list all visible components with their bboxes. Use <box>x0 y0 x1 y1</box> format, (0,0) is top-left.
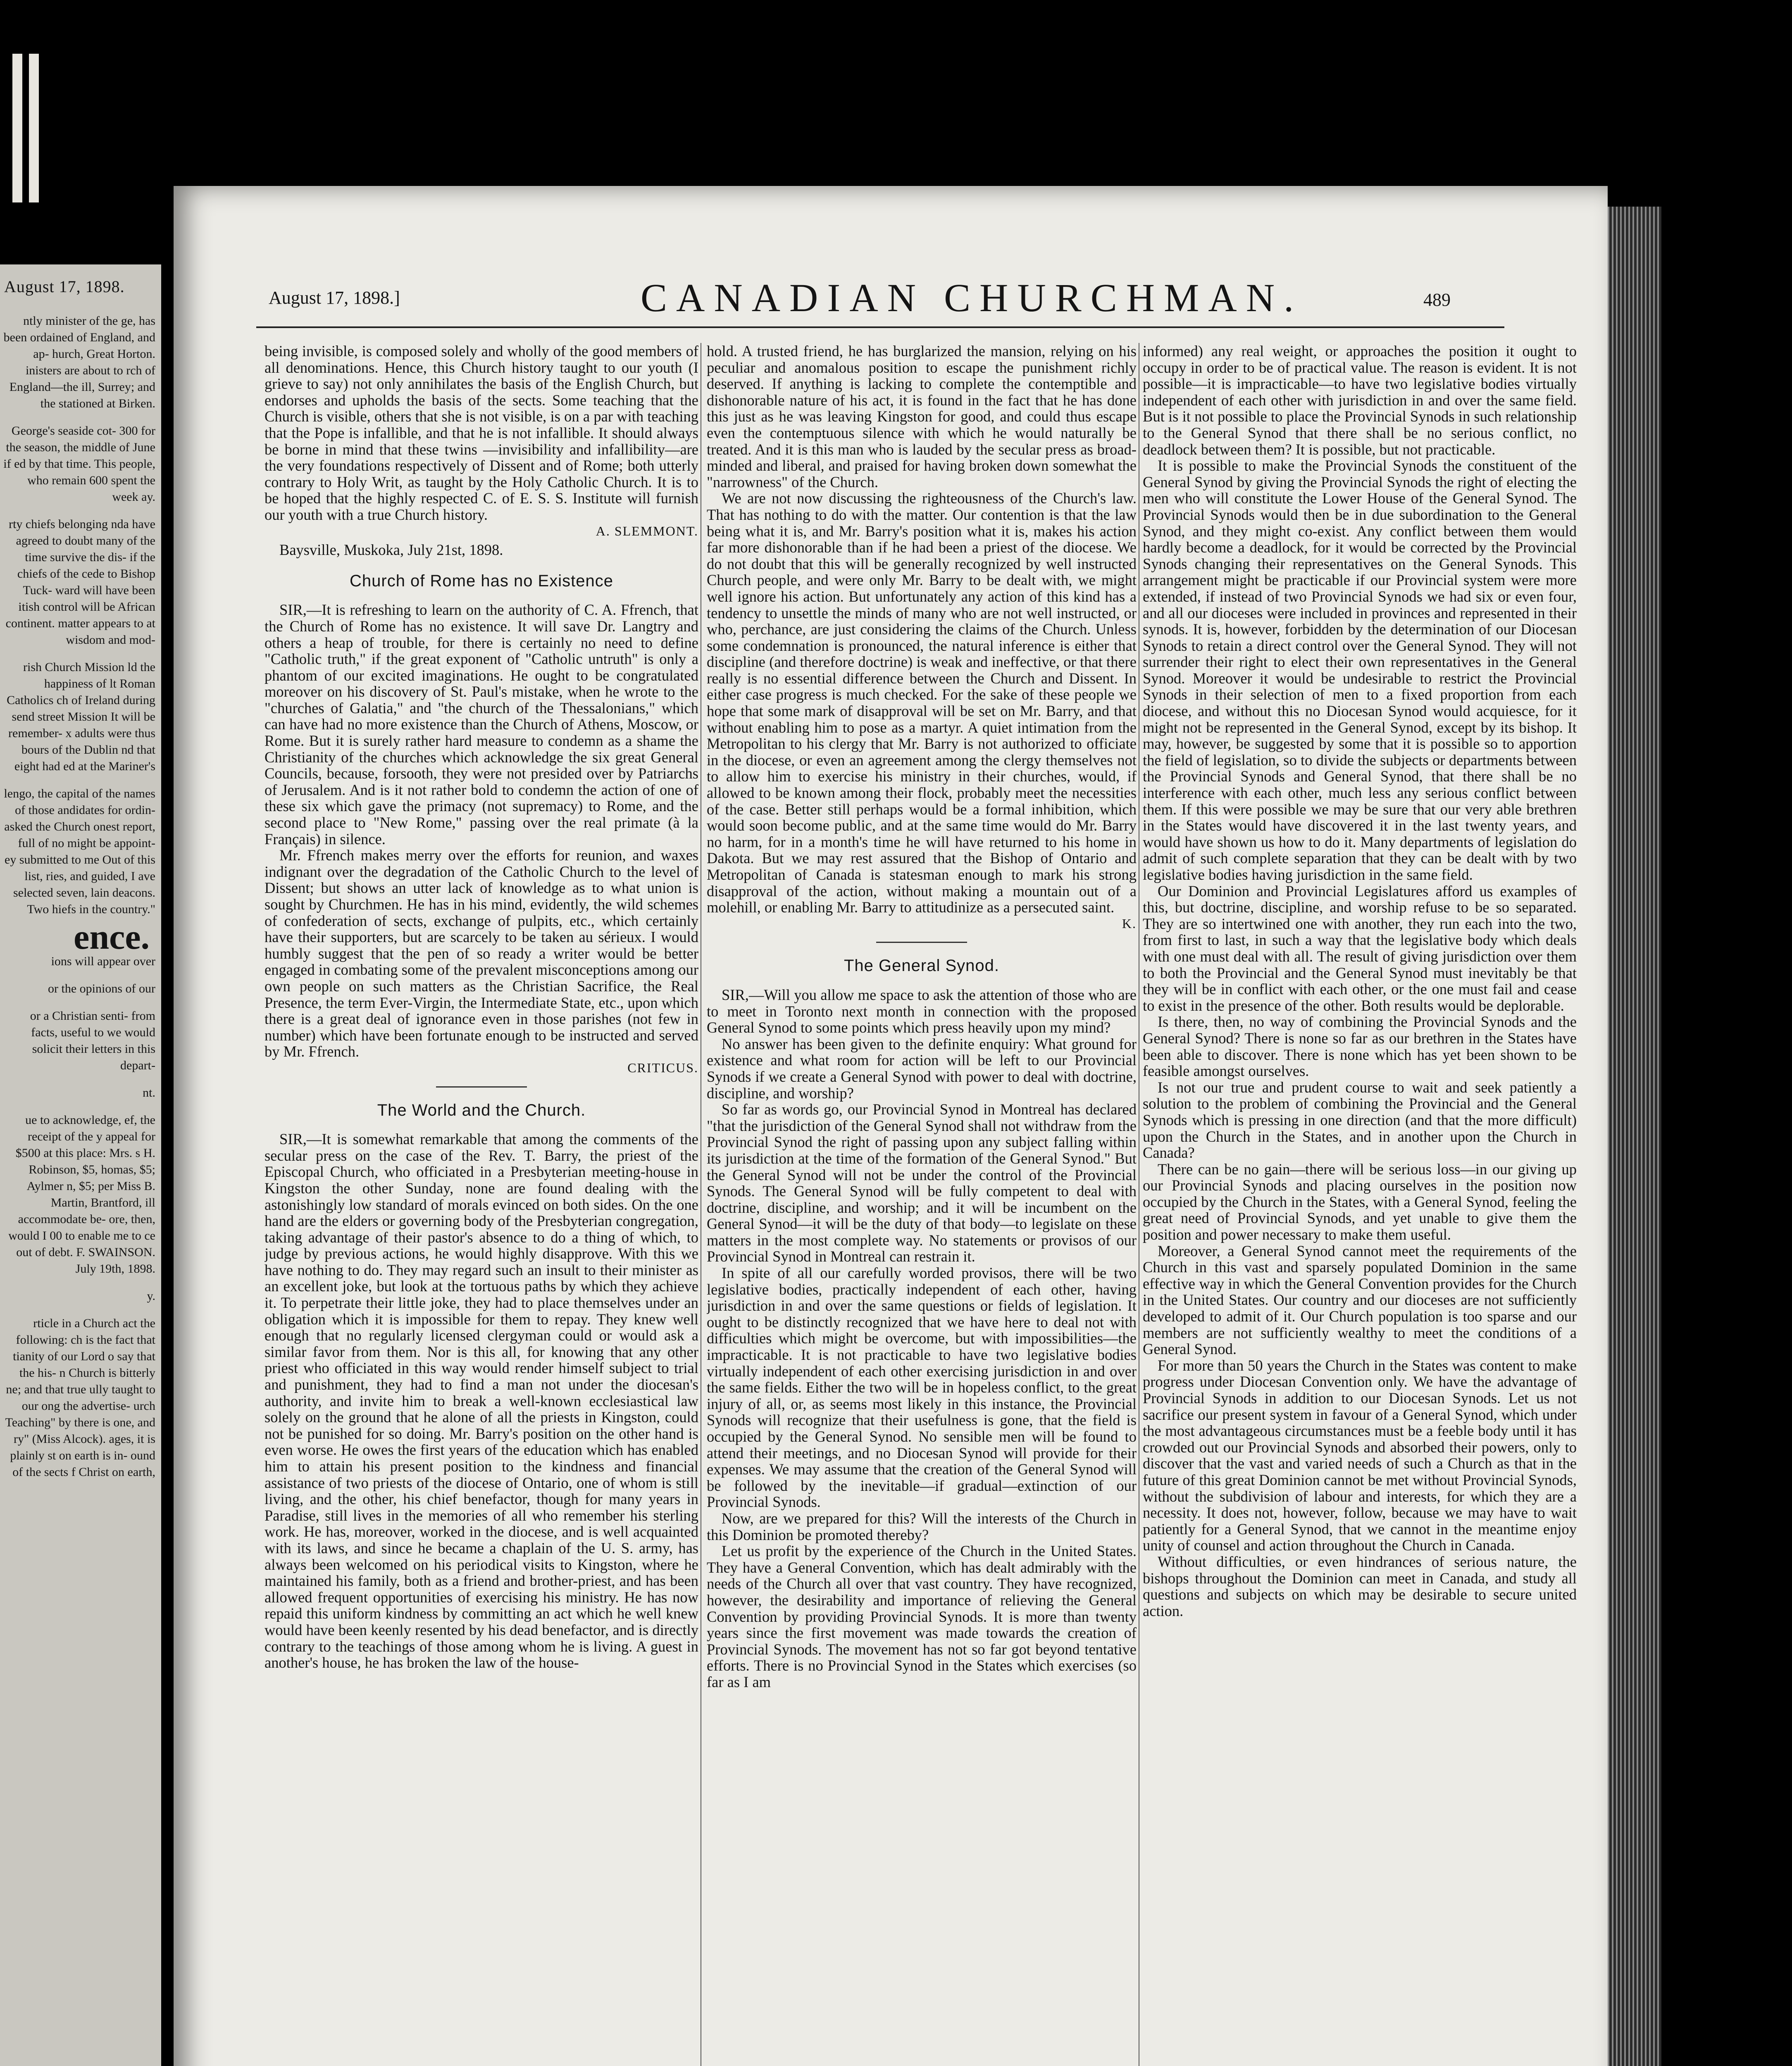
letter-paragraph: SIR,—It is somewhat remarkable that among the comments of the secular press on the case of the Rev. T. Barry, the priest of the Episcopal Church, who officiated in a Presbyterian meeting-house in Kingston the other Sunday, none are found dealing with the astonishingly low standard of morals evinced on both sides. On the one hand are the elders or governing body of the Presbyterian congregation, taking advantage of their pastor's absence to do a thing of which, to judge by previous actions, he would highly disapprove. With this we have nothing to do. They may regard such an insult to their minister as an excellent joke, but look at the tortuous paths by which they achieve it. To perpetrate their little joke, they had to place themselves under an obligation which it is impossible for them to repay. They knew well enough that no regularly licensed clergyman could or would ask a similar favor from them. Nor is this all, for knowing that any other priest who officiated in this way would render himself subject to trial and punishment, they had to find a man not under the diocesan's authority, and invite him to break a well-known ecclesiastical law solely on the ground that he alone of all the priests in Kingston, could not be punished for so doing. Mr. Barry's position on the other hand is even worse. He owes the first years of the education which has enabled him to attain his present position to the kindness and financial assistance of two priests of the diocese of Ontario, one of whom is still living, and the other, his chief benefactor, though for many years in Paradise, still lives in the memories of all who remember his sterling work. He has, moreover, worked in the diocese, and is well acquainted with its laws, and since he became a chaplain of the U. S. army, has always been welcomed on his periodical visits to Kingston, where he maintained his family, both as a friend and brother-priest, and has been allowed frequent opportunities of exercising his ministry. He has now repaid this uniform kindness by committing an act which he well knew would have been keenly resented by his dead benefactor, and is directly contrary to the teachings of those among whom he is living. A guest in another's house, he has broken the law of the house- <box>265 1131 698 1671</box>
masthead-title: CANADIAN CHURCHMAN. <box>641 276 1303 320</box>
letter-paragraph: Mr. Ffrench makes merry over the efforts for reunion, and waxes indignant over the degradation of the Catholic Church to the level of Dissent; but shows an utter lack of knowledge as to what union is sought by Churchmen. He has in his mind, evidently, the wild schemes of confederation of sects, exchange of pulpits, etc., which certainly have their supporters, but are scarcely to be taken au sérieux. I would humbly suggest that the pen of so ready a writer would be better engaged in combating some of the prevalent misconceptions among our own people on such matters as the Christian Sacrifice, the Real Presence, the term Ever-Virgin, the Intermediate State, etc., upon which there is a great deal of ignorance even in those parishes (not few in number) which have been fortunate enough to be instructed and served by Mr. Ffrench. <box>265 847 698 1060</box>
letter-signature: K. <box>1122 916 1137 931</box>
previous-page-heading: ence. <box>74 917 150 957</box>
fragment: rish Church Mission ld the happiness of lt Roman Catholics ch of Ireland during send street Mission It will be remember- x adults were thus bours of the Dublin nd that eight had ed at the Mariner's <box>7 660 155 773</box>
fragment: George's seaside cot- 300 for the season, the middle of June if ed by that time. This people, who remain 600 spent the week ay. <box>3 424 155 504</box>
letter-paragraph: So far as words go, our Provincial Synod in Montreal has declared "that the jurisdiction of the General Synod shall not withdraw from the Provincial Synod the right of passing upon any subject falling within its jurisdiction at the time of the formation of the General Synod." But the General Synod will not be under the control of the Provincial Synods. The General Synod will be fully competent to deal with doctrine, discipline, and worship; and it will be incumbent on the General Synod—it will be the duty of that body—to legislate on these matters in the most complete way. No statements or provisos of our Provincial Synod in Montreal can restrain it. <box>707 1101 1137 1265</box>
fragment: nt. <box>143 1086 155 1100</box>
letter-signature: CRITICUS. <box>627 1060 698 1075</box>
letter-paragraph: Now, are we prepared for this? Will the interests of the Church in this Dominion be promoted thereby? <box>707 1509 1137 1543</box>
fragment: or a Christian senti- from facts, useful to we would solicit their letters in this depart- <box>30 1009 155 1072</box>
letter-paragraph: For more than 50 years the Church in the States was content to make progress under Diocesan Convention only. We have the advantage of Provincial Synods in addition to our Diocesan Synods. Let us not sacrifice our present system in favour of a General Synod, which under the most advantageous circumstances must be a feeble body until it has crowded out our Provincial Synods and absorbed their powers, only to discover that the vast and varied needs of such a Church as that in the future of this great Dominion cannot be met without Provincial Synods, without the subdivision of labour and interests, for which they are a necessity. It does not, however, follow, because we may have to wait patiently for a General Synod, that we cannot in the meantime enjoy unity of counsel and action throughout the Church in Canada. <box>1143 1357 1577 1554</box>
newspaper-page <box>174 186 1608 2066</box>
previous-page-text <box>0 296 161 1480</box>
page-stack-edge <box>1604 207 1661 2066</box>
letter-signature: A. SLEMMONT. <box>596 523 698 538</box>
letter-paragraph: Without difficulties, or even hindrances of serious nature, the bishops throughout the Dominion can meet in Canada, and study all questions and subjects on which may be desirable to secure united action. <box>1143 1553 1577 1619</box>
article-heading: Church of Rome has no Existence <box>350 571 613 590</box>
page-number: 489 <box>1423 290 1451 310</box>
letter-paragraph: informed) any real weight, or approaches the position it ought to occupy in order to be of practical value. The reason is evident. It is not possible—it is impracticable—to have two legislative bodies virtually independent of each other with jurisdiction in and over the same field. But is it not possible to place the Provincial Synods in such relationship to the General Synod that there shall be no serious conflict, no deadlock between them? It is possible, but not practicable. <box>1143 343 1577 458</box>
letter-paragraph: SIR,—It is refreshing to learn on the authority of C. A. Ffrench, that the Church of Rome has no existence. It will save Dr. Langtry and others a heap of trouble, for there is certainly no need to define "Catholic truth," if the great exponent of "Catholic untruth" is only a phantom of our excited imaginations. He ought to be congratulated moreover on his discovery of St. Paul's mistake, when he wrote to the "churches of Galatia," and "the church of the Thessalonians," which can have had no more existence than the Church of Athens, Moscow, or Rome. But it is surely rather hard measure to condemn as a shame the Christianity of the churches which acknowledge the six great General Councils, because, forsooth, they were not presided over by Patriarchs of Jerusalem. And is it not rather bold to condemn the action of one of these six which gave the primacy (not supremacy) to Rome, and the second place to "New Rome," passing over the real primate (à la Français) in silence. <box>265 601 698 847</box>
letter-paragraph: Is not our true and prudent course to wait and seek patiently a solution to the problem of combining the Provincial and the General Synods which is pressing in one direction (and that the more difficult) upon the Church in the States, and in another upon the Church in Canada? <box>1143 1078 1577 1162</box>
letter-paragraph: being invisible, is composed solely and wholly of the good members of all denominations. Hence, this Church history taught to our youth (I grieve to say) not only annihilates the basis of the English Church, but endorses and upholds the basis of the sects. Some teaching that the Church is visible, others that she is not visible, is on a par with teaching that the Pope is infallible, and that he is not infallible. It should always be borne in mind that these twins —invisibility and infallibility—are the very foundations respectively of Dissent and of Rome; both utterly contrary to Holy Writ, as taught by the Holy Catholic Church. It is to be hoped that the highly respected C. of E. S. S. Institute will furnish our youth with a true Church history. <box>265 343 698 523</box>
letter-paragraph: Is there, then, no way of combining the Provincial Synods and the General Synod? There is none so far as our brethren in the States have been able to discover. There is none which has yet been shown to be feasible amongst ourselves. <box>1143 1013 1577 1080</box>
letter-paragraph: Our Dominion and Provincial Legislatures afford us examples of this, but doctrine, discipline, and worship refuse to be so separated. They are so intertwined one with another, they run each into the two, from first to last, in such a way that the legislative body which deals with one must deal with all. The result of giving jurisdiction over them to both the Provincial and the General Synod must inevitably be that they will be in conflict with each other, or the one must fail and cease to exist in the presence of the other. Both results would be deplorable. <box>1143 882 1577 1014</box>
binding-strip <box>29 54 39 202</box>
fragment: rticle in a Church act the following: ch is the fact that tianity of our Lord o say that the his- n Church is bitterly ne; and that true ully taught to our ong the advertise- urch Teaching" by there is one, and ry" (Miss Alcock). ages, it is plainly st on earth is in- ound of the sects f Christ on earth, <box>5 1316 155 1479</box>
fragment: ue to acknowledge, ef, the receipt of the y appeal for $500 at this place: Mrs. s H. Robinson, $5, homas, $5; Aylmer n, $5; per Miss B. Martin, Brantford, ill accommodate be- ore, then, would I 00 to enable me to ce out of debt. F. SWAINSON. July 19th, 1898. <box>8 1113 155 1276</box>
divider <box>436 1086 527 1088</box>
letter-paragraph: In spite of all our carefully worded provisos, there will be two legislative bodies, practically independent of each other, having jurisdiction in and over the same questions or fields of legislation. It ought to be distinctly recognized that we have here to deal not with difficulties which might be overcome, but with impossibilities—the impracticable. It is not practicable to have two legislative bodies virtually independent of each other exercising jurisdiction in and over the same fields. Either the two will be in hopeless conflict, to the great injury of all, or, as seems most likely in this instance, the Provincial Synods will recognize that their usefulness is gone, that the field is occupied by the General Synod. No sensible men will be found to attend their meetings, and no Diocesan Synod will provide for their expenses. We may assume that the creation of the General Synod will be followed by the inevitable—if gradual—extinction of our Provincial Synods. <box>707 1264 1137 1511</box>
letter-paragraph: Let us profit by the experience of the Church in the United States. They have a General Convention, which has dealt admirably with the needs of the Church all over that vast country. They have recognized, however, the desirability and importance of relieving the General Convention by providing Provincial Synods. It is more than twenty years since the first movement was made towards the creation of Provincial Synods. The movement has not so far got beyond tentative efforts. There is no Provincial Synod in the States which exercises (so far as I am <box>707 1542 1137 1690</box>
article-heading: The World and the Church. <box>377 1101 586 1119</box>
header-rule <box>256 326 1504 328</box>
letter-place-date: Baysville, Muskoka, July 21st, 1898. <box>279 541 503 559</box>
fragment: y. <box>147 1289 155 1303</box>
fragment: lengo, the capital of the names of those andidates for ordin- asked the Church onest report, full of no might be appoint- ey submitted to me Out of this list, ries, and guided, I ave selected seven, lain deacons. Two hiefs in the country." <box>4 787 155 916</box>
fragment: ntly minister of the ge, has been ordained of England, and ap- hurch, Great Horton. inisters are about to rch of England—the ill, Surrey; and the stationed at Birken. <box>3 314 155 410</box>
page-header <box>174 186 1608 339</box>
column-2 <box>707 343 1137 2066</box>
fragment: or the opinions of our <box>48 982 155 995</box>
letter-paragraph: There can be no gain—there will be serious loss—in our giving up our Provincial Synods and placing ourselves in the position now occupied by the Church in the States, with a General Synod, feeling the great need of Provincial Synods, and yet unable to give them the position and power necessary to make them useful. <box>1143 1160 1577 1243</box>
column-3 <box>1143 343 1577 2066</box>
letter-paragraph: SIR,—Will you allow me space to ask the attention of those who are to meet in Toronto next month in connection with the proposed General Synod to some points which press heavily upon my mind? <box>707 986 1137 1036</box>
letter-paragraph: hold. A trusted friend, he has burglarized the mansion, relying on his peculiar and anomalous position to escape the punishment richly deserved. If anything is lacking to complete the contemptible and dishonorable nature of his act, it is found in the fact that he has done this just as he was leaving Kingston for good, and could thus escape even the contemptuous silence with which he would naturally be treated. And it is this man who is lauded by the secular press as broad-minded and liberal, and praised for having broken down somewhat the "narrowness" of the Church. <box>707 343 1137 490</box>
article-heading: The General Synod. <box>844 957 999 975</box>
letter-paragraph: We are not now discussing the righteousness of the Church's law. That has nothing to do with the matter. Our contention is that the law being what it is, and Mr. Barry's position what it is, makes his action far more dishonorable than if he had been a priest of the diocese. We do not doubt that this will be generally recognized by well instructed Church people, and were only Mr. Barry to be dealt with, we might well ignore his action. But unfortunately any action of this kind has a tendency to unsettle the minds of many who are not well instructed, or who, perchance, are just considering the claims of the Church. Unless some condemnation is pronounced, the natural inference is either that discipline (and therefore doctrine) is weak and ineffective, or that there really is no essential difference between the Church and Dissent. In either case progress is much checked. For the sake of these people we hope that some mark of disapproval will be set on Mr. Barry, and that without enabling him to pose as a martyr. A quiet intimation from the Metropolitan to his clergy that Mr. Barry is not authorized to officiate in the diocese, or even an agreement among the clergy themselves not to allow him to exercise his ministry in their churches, would, if allowed to be known among their flock, probably meet the necessities of the case. Better still perhaps would be a formal inhibition, which would soon become public, and at the same time would do Mr. Barry no harm, for in a month's time he will have returned to his home in Dakota. But we may rest assured that the Bishop of Ontario and Metropolitan of Canada is statesman enough to mark his strong disapproval of the action, without making a mountain out of a molehill, or enabling Mr. Barry to attitudinize as a persecuted saint. <box>707 490 1137 916</box>
fragment: rty chiefs belonging nda have agreed to doubt many of the time survive the dis- if the chiefs of the cede to Bishop Tuck- ward will have been itish control will be African continent. matter appears to at wisdom and mod- <box>5 517 155 647</box>
letter-paragraph: It is possible to make the Provincial Synods the constituent of the General Synod by giving the Provincial Synods the right of electing the men who will constitute the Lower House of the General Synod. The Provincial Synods would then be in due subordination to the General Synod, and they might co-exist. Any conflict between them would hardly become a deadlock, for it would be corrected by the Provincial Synods changing their representatives on the General Synods. This arrangement might be practicable if our Provincial system were more extended, if instead of two Provincial Synods we had six or even four, and all our dioceses were included in provinces and represented in their synods. It is, however, forbidden by the determination of our Diocesan Synods to retain a direct control over the General Synod. They will not surrender their right to elect their own representatives in the General Synod. Moreover it would be undesirable to restrict the Provincial Synods in their selection of men to a fixed proportion from each diocese, and without this no Diocesan Synod would acquiesce, for it might not be represented in the General Synod, except by its bishop. It may, however, be suggested by some that it is possible so to apportion the field of legislation, so to divide the subjects or departments between the Provincial Synods and General Synod, that there shall be no interference with each other, much less any serious conflict between them. If this were possible we may be sure that our very able brethren in the States would have discovered it in the last twenty years, and would have shown us how to do it. Many departments of legislation do admit of such complete separation that they can be dealt with by two legislative bodies having jurisdiction in the same field. <box>1143 457 1577 883</box>
fragment: ions will appear over <box>51 954 155 968</box>
binding-strip <box>12 54 22 202</box>
previous-page-header: August 17, 1898. <box>4 277 125 296</box>
letter-paragraph: No answer has been given to the definite enquiry: What ground for existence and what room for action will be left to our Provincial Synods if we create a General Synod with power to deal with doctrine, discipline, and worship? <box>707 1035 1137 1102</box>
divider <box>876 942 967 943</box>
column-1 <box>265 343 698 2066</box>
issue-date: August 17, 1898.] <box>269 288 400 308</box>
letter-paragraph: Moreover, a General Synod cannot meet the requirements of the Church in this vast and sparsely populated Dominion in the same effective way in which the General Convention provides for the Church in the United States. Our country and our dioceses are not sufficiently developed to admit of it. Our Church population is too sparse and our members are not sufficiently wealthy to meet the conditions of a General Synod. <box>1143 1242 1577 1358</box>
previous-page <box>0 264 161 2066</box>
